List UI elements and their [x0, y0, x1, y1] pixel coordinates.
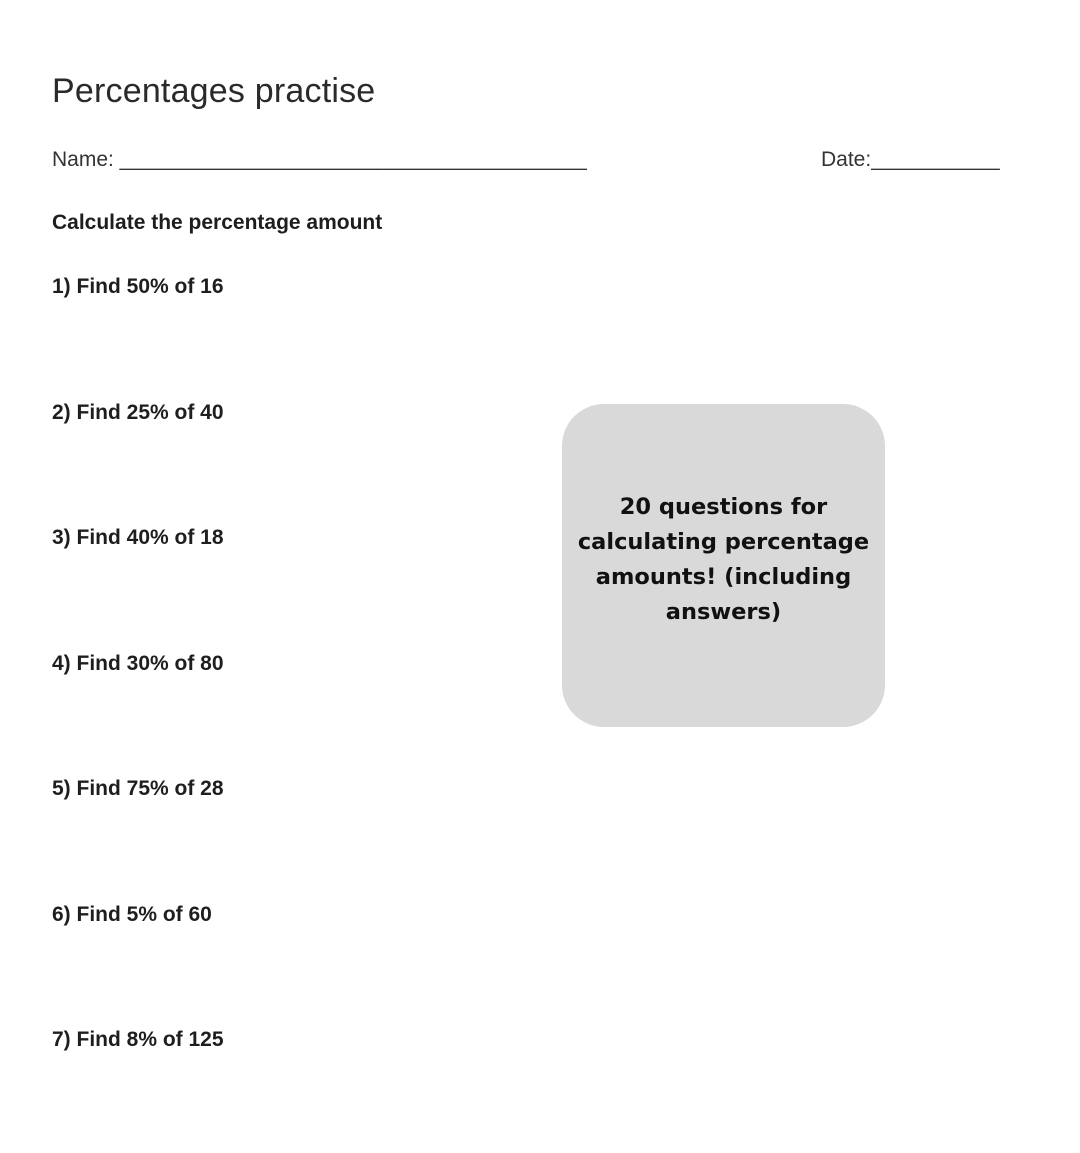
name-field-label: Name: ________________________________________: [52, 148, 587, 171]
question-item: 7) Find 8% of 125: [52, 1028, 224, 1051]
question-item: 4) Find 30% of 80: [52, 651, 224, 675]
question-item: 5) Find 75% of 28: [52, 777, 224, 800]
page-title: Percentages practise: [52, 72, 376, 110]
promo-callout-box: [562, 404, 885, 727]
promo-text: 20 questions for calculating percentage amounts! (including answers): [577, 493, 870, 625]
question-item: 3) Find 40% of 18: [52, 526, 224, 549]
date-field-label: Date:___________: [821, 148, 1000, 171]
question-list: [52, 274, 224, 1153]
question-item: 2) Find 25% of 40: [52, 400, 224, 424]
instructions-heading: Calculate the percentage amount: [52, 211, 383, 234]
question-item: 1) Find 50% of 16: [52, 275, 224, 298]
question-item: 6) Find 5% of 60: [52, 902, 212, 926]
